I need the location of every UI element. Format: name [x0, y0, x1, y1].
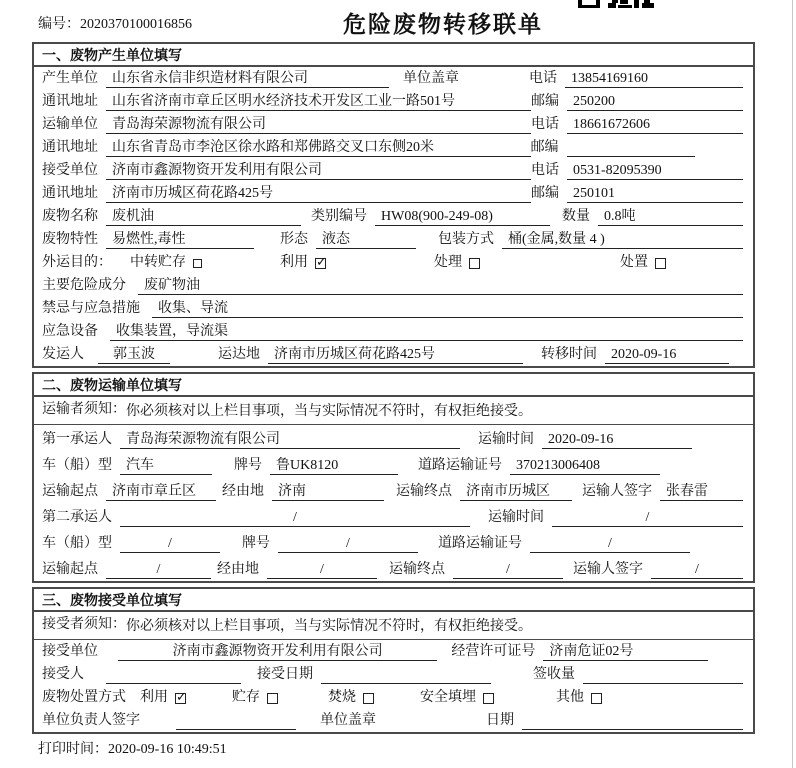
field-transfer-time: 2020-09-16: [605, 346, 729, 364]
label-receiver-unit: 接受单位: [42, 163, 98, 178]
label-receiver-zip: 邮编: [531, 186, 560, 201]
section2-header: 二、废物运输单位填写: [34, 374, 753, 397]
row-waste-name: [34, 205, 753, 228]
label-accepting-unit: 接受单位: [42, 644, 98, 659]
field-emergency-equipment: 收集装置，导流渠: [110, 323, 743, 341]
field-first-carrier: 青岛海荣源物流有限公司: [120, 431, 460, 449]
label-transfer-time: 转移时间: [541, 347, 597, 362]
section-producer: [32, 42, 755, 368]
row-disposal-method: [34, 686, 753, 709]
label-second-carrier: 第二承运人: [42, 510, 112, 525]
field-route-start-2: /: [106, 561, 211, 579]
label-road-permit-1: 道路运输证号: [418, 458, 502, 473]
label-transfer-purpose: 外运目的：: [42, 255, 112, 270]
label-disposal-method: 废物处置方式: [42, 690, 126, 705]
disposal-other-checkbox: [591, 693, 602, 704]
dispose-checkbox: [655, 258, 666, 269]
label-carrier-unit: 运输单位: [42, 117, 98, 132]
doc-number-value: 2020370100016856: [80, 17, 192, 32]
row-carrier-address: [34, 136, 753, 159]
label-hazard-components: 主要危险成分: [42, 278, 126, 293]
treat-checkbox: [469, 258, 480, 269]
field-route-via-2: /: [267, 561, 377, 579]
field-producer-name: 山东省永信非织造材料有限公司: [106, 70, 389, 88]
option-transit-storage-label: 中转贮存: [130, 255, 186, 270]
row-second-carrier: [34, 503, 753, 529]
label-packaging: 包装方式: [438, 232, 494, 247]
row-producer: [34, 67, 753, 90]
section-receiver: [32, 587, 755, 734]
field-producer-phone: 13854169160: [565, 70, 743, 88]
utilize-checkbox: [315, 258, 326, 269]
field-route-end-2: /: [453, 561, 563, 579]
option-disposal-incinerate-label: 焚烧: [328, 690, 356, 705]
field-route-end-1: 济南市历城区: [460, 483, 572, 501]
row-acceptor: [34, 663, 753, 686]
field-carrier-sign-1: 张春雷: [660, 483, 743, 501]
field-second-carrier: /: [120, 509, 470, 527]
label-producer: 产生单位: [42, 71, 98, 86]
label-plate-2: 牌号: [242, 536, 270, 551]
field-waste-name: 废机油: [106, 208, 301, 226]
option-dispose-label: 处置: [620, 255, 648, 270]
field-packaging: 桶(金属,数量 4 ): [502, 231, 743, 249]
row-taboo-measures: [34, 297, 753, 320]
label-unit-seal-bottom: 单位盖章: [320, 713, 376, 728]
label-route-start-2: 运输起点: [42, 562, 98, 577]
field-date-bottom: [522, 712, 743, 730]
field-waste-properties: 易燃性,毒性: [106, 231, 254, 249]
print-time-label: 打印时间：: [38, 742, 108, 757]
option-disposal-landfill-label: 安全填埋: [420, 690, 476, 705]
row-transport-notice: [34, 397, 753, 425]
field-receiver-unit: 济南市鑫源物资开发利用有限公司: [106, 162, 531, 180]
row-dispatcher: [34, 343, 753, 366]
page-right-edge: [792, 0, 793, 768]
field-producer-zip: 250200: [567, 93, 743, 111]
label-responsible-sign: 单位负责人签字: [42, 713, 140, 728]
label-road-permit-2: 道路运输证号: [438, 536, 522, 551]
option-dispose: [620, 254, 666, 272]
label-route-via-2: 经由地: [217, 562, 259, 577]
field-vehicle-type-2: /: [120, 535, 220, 553]
disposal-utilize-checkbox: [175, 693, 186, 704]
option-disposal-storage-label: 贮存: [232, 690, 260, 705]
label-transport-notice: 运输者须知：: [42, 401, 126, 417]
label-carrier-zip: 邮编: [530, 140, 559, 155]
label-route-start-1: 运输起点: [42, 484, 98, 499]
label-taboo-measures: 禁忌与应急措施: [42, 301, 140, 316]
field-signed-quantity: [583, 666, 743, 684]
row-carrier-unit: [34, 113, 753, 136]
field-producer-address: 山东省济南市章丘区明水经济技术开发区工业一路501号: [106, 93, 531, 111]
section3-header: 三、废物接受单位填写: [34, 589, 753, 612]
field-acceptor: [106, 666, 241, 684]
label-plate-1: 牌号: [234, 458, 262, 473]
row-accepting-unit: [34, 640, 753, 663]
option-treat-label: 处理: [434, 255, 462, 270]
field-waste-category: HW08(900-249-08): [375, 208, 550, 226]
field-plate-2: /: [278, 535, 418, 553]
row-producer-address: [34, 90, 753, 113]
field-road-permit-1: 370213006408: [510, 457, 660, 475]
section-transport: [32, 372, 755, 583]
option-disposal-utilize: [140, 689, 186, 707]
print-time-value: 2020-09-16 10:49:51: [108, 742, 227, 757]
field-carrier-zip: [567, 139, 695, 157]
label-vehicle-type-2: 车（船）型: [42, 536, 112, 551]
label-unit-seal: 单位盖章: [403, 71, 459, 86]
field-waste-quantity: 0.8吨: [598, 208, 743, 226]
label-waste-properties: 废物特性: [42, 232, 98, 247]
field-carrier-sign-2: /: [651, 561, 743, 579]
option-disposal-storage: [232, 689, 278, 707]
label-route-end-2: 运输终点: [389, 562, 445, 577]
label-carrier-sign-2: 运输人签字: [573, 562, 643, 577]
option-disposal-utilize-label: 利用: [140, 690, 168, 705]
row-waste-properties: [34, 228, 753, 251]
option-disposal-other: [556, 689, 602, 707]
qr-code-fragment: [578, 0, 662, 10]
field-license-no: 济南危证02号: [543, 643, 708, 661]
row-hazard-components: [34, 274, 753, 297]
label-accept-date: 接受日期: [257, 667, 313, 682]
label-date-bottom: 日期: [486, 713, 514, 728]
option-disposal-incinerate: [328, 689, 374, 707]
field-carrier-address: 山东省青岛市李沧区徐水路和郑佛路交叉口东侧20米: [106, 139, 531, 157]
option-disposal-landfill: [420, 689, 494, 707]
label-waste-quantity: 数量: [562, 209, 590, 224]
option-utilize: [280, 254, 326, 272]
label-waste-form: 形态: [280, 232, 308, 247]
label-acceptor: 接受人: [42, 667, 84, 682]
label-transport-time-1: 运输时间: [478, 432, 534, 447]
field-responsible-sign: [176, 712, 296, 730]
doc-number-label: 编号：: [38, 17, 80, 32]
row-receiver-notice: [34, 612, 753, 640]
row-route-1: [34, 477, 753, 503]
label-receiver-phone: 电话: [531, 163, 560, 178]
row-vehicle-1: [34, 451, 753, 477]
section1-header: 一、废物产生单位填写: [34, 44, 753, 67]
field-accept-date: [321, 666, 491, 684]
disposal-incinerate-checkbox: [363, 693, 374, 704]
label-producer-zip: 邮编: [531, 94, 560, 109]
field-route-start-1: 济南市章丘区: [106, 483, 216, 501]
row-responsible-sign: [34, 709, 753, 732]
field-destination: 济南市历城区荷花路425号: [268, 346, 523, 364]
label-carrier-sign-1: 运输人签字: [582, 484, 652, 499]
label-receiver-notice: 接受者须知：: [42, 616, 126, 632]
field-carrier-unit: 青岛海荣源物流有限公司: [106, 116, 531, 134]
row-route-2: [34, 555, 753, 581]
field-accepting-unit: 济南市鑫源物资开发利用有限公司: [118, 643, 437, 661]
field-plate-1: 鲁UK8120: [270, 457, 398, 475]
label-signed-quantity: 签收量: [533, 667, 575, 682]
row-transfer-purpose: [34, 251, 753, 274]
label-first-carrier: 第一承运人: [42, 432, 112, 447]
field-transport-time-1: 2020-09-16: [542, 431, 692, 449]
field-receiver-address: 济南市历城区荷花路425号: [106, 185, 531, 203]
label-carrier-phone: 电话: [531, 117, 560, 132]
label-waste-category: 类别编号: [311, 209, 367, 224]
label-producer-phone: 电话: [529, 71, 557, 86]
row-first-carrier: [34, 425, 753, 451]
receiver-notice-text: 你必须核对以上栏目事项，当与实际情况不符时，有权拒绝接受。: [126, 618, 532, 634]
label-route-end-1: 运输终点: [396, 484, 452, 499]
field-transport-time-2: /: [552, 509, 743, 527]
transit-storage-checkbox: [193, 259, 202, 268]
label-dispatcher: 发运人: [42, 347, 84, 362]
label-receiver-address: 通讯地址: [42, 186, 98, 201]
field-receiver-zip: 250101: [567, 185, 743, 203]
field-hazard-components: 废矿物油: [138, 277, 743, 295]
label-destination: 运达地: [218, 347, 260, 362]
page-title: 危险废物转移联单: [343, 11, 543, 37]
label-transport-time-2: 运输时间: [488, 510, 544, 525]
row-emergency-equipment: [34, 320, 753, 343]
label-waste-name: 废物名称: [42, 209, 98, 224]
disposal-landfill-checkbox: [483, 693, 494, 704]
field-taboo-measures: 收集、导流: [152, 300, 743, 318]
option-treat: [434, 254, 480, 272]
field-vehicle-type-1: 汽车: [120, 457, 212, 475]
option-transit-storage: [130, 254, 202, 272]
field-dispatcher: 郭玉波: [98, 346, 170, 364]
print-time: [38, 738, 796, 758]
disposal-storage-checkbox: [267, 693, 278, 704]
field-road-permit-2: /: [530, 535, 690, 553]
field-receiver-phone: 0531-82095390: [567, 162, 743, 180]
document-header: [0, 0, 796, 42]
field-carrier-phone: 18661672606: [567, 116, 743, 134]
option-disposal-other-label: 其他: [556, 690, 584, 705]
label-route-via-1: 经由地: [222, 484, 264, 499]
field-waste-form: 液态: [316, 231, 416, 249]
label-vehicle-type-1: 车（船）型: [42, 458, 112, 473]
row-vehicle-2: [34, 529, 753, 555]
field-route-via-1: 济南: [272, 483, 384, 501]
label-carrier-address: 通讯地址: [42, 140, 98, 155]
row-receiver-unit: [34, 159, 753, 182]
label-producer-address: 通讯地址: [42, 94, 98, 109]
label-emergency-equipment: 应急设备: [42, 324, 98, 339]
row-receiver-address: [34, 182, 753, 205]
transport-notice-text: 你必须核对以上栏目事项，当与实际情况不符时，有权拒绝接受。: [126, 403, 532, 419]
option-utilize-label: 利用: [280, 255, 308, 270]
label-license-no: 经营许可证号: [451, 644, 536, 659]
